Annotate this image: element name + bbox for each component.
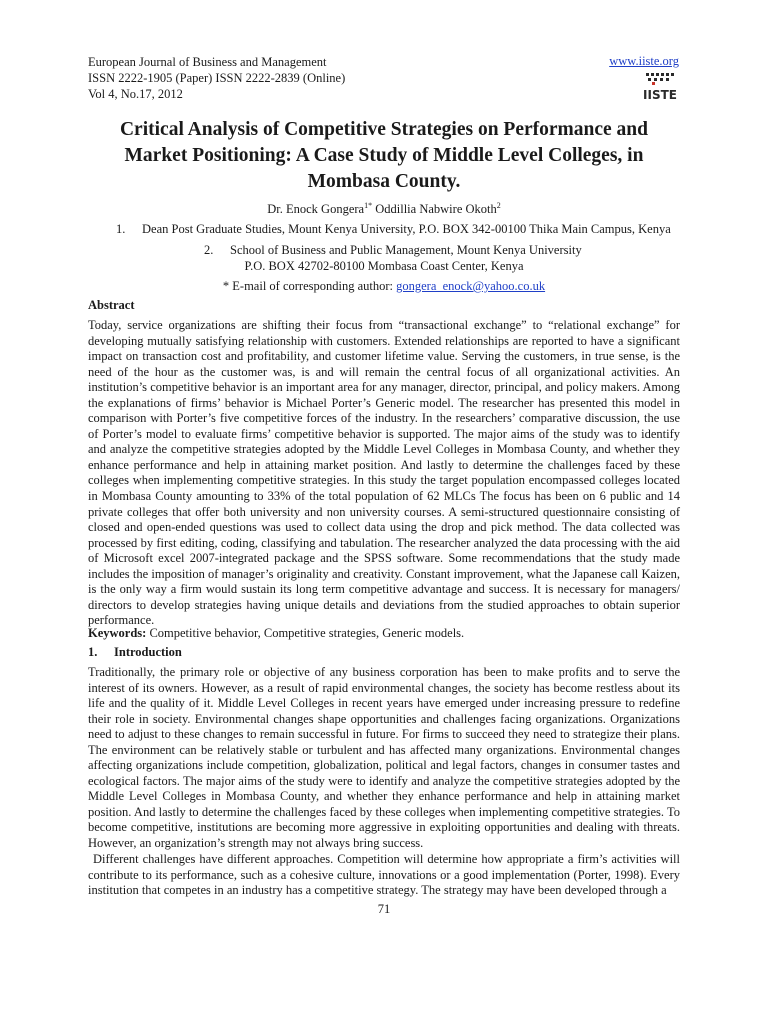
keywords-label: Keywords: bbox=[88, 626, 147, 640]
keywords-line bbox=[88, 626, 680, 642]
logo-text: IISTE bbox=[643, 88, 677, 101]
introduction-number: 1. bbox=[88, 645, 98, 659]
author-2: Oddillia Nabwire Okoth bbox=[375, 202, 497, 217]
affiliation-1-text: Dean Post Graduate Studies, Mount Kenya University, P.O. BOX 342-00100 Thika Main Campus, Kenya bbox=[142, 222, 671, 236]
journal-website-link[interactable]: www.iiste.org bbox=[609, 54, 679, 68]
paper-title: Critical Analysis of Competitive Strategies on Performance and Market Positioning: A Case Study of Middle Level Colleges, in Mombasa County. bbox=[119, 119, 649, 192]
abstract-text: Today, service organizations are shifting their focus from “transactional exchange” to “relational exchange” for developing mutually satisfying relationship with customers. Extended relationships are reported to have a significant impact on transaction cost and profitability, and customer lifetime value. Serving the customers, in true sense, is the need of the hour as the customer was, is and will remain the central focus of all organizational activities. An institution’s competitive behavior is an important area for any manager, director, principal, and policy makers. Among the explanations of firms’ behavior is Michael Porter’s Generic model. The researcher has presented this model in comparison with Porter’s five competitive forces of the industry. In the researchers’ comparative discussion, the use of Porter’s model to evaluate firms’ competitive behavior is supported. The major aims of the study was to identify and analyze the competitive strategies adopted by the Middle Level Colleges in Mombasa County, and whether they enhance performance and help in attaining market position. And lastly to determine the challenges faced by these colleges when implementing competitive strategies. In this study the target population encompassed colleges located in Mombasa County amounting to 33% of the total population of 62 MLCs The focus has been on 6 public and 14 private colleges that offer both university and non university courses. A semi-structured questionnaire consisting of closed and open-ended questions was used to collect data using the drop and pick method. The data collected was processed by first editing, coding, classifying and tabulation. The researcher analyzed the data processing with the aid of Microsoft excel 2007-integrated package and the SPSS software. Some recommendations that the study made includes the imposition of manager’s originality and creativity. Constant improvement, what the Japanese call Kaizen, is the only way a firm would sustain its long term competitive advantage and success. It is necessary for managers/ directors to develop strategies having unique details and deviations from the studied approaches to obtain superior performance. bbox=[88, 318, 680, 628]
email-line bbox=[88, 279, 680, 294]
author-line bbox=[88, 201, 680, 217]
affiliation-2 bbox=[204, 243, 582, 258]
issn-line: ISSN 2222-1905 (Paper) ISSN 2222-2839 (Online) bbox=[88, 71, 346, 85]
email-link[interactable]: gongera_enock@yahoo.co.uk bbox=[396, 279, 546, 293]
affiliation-2-address: P.O. BOX 42702-80100 Mombasa Coast Center, Kenya bbox=[244, 259, 524, 273]
affiliation-1-number: 1. bbox=[116, 222, 126, 236]
author-1-sup: 1* bbox=[364, 201, 373, 210]
journal-name: European Journal of Business and Management bbox=[88, 55, 327, 69]
introduction-paragraph-1: Traditionally, the primary role or objective of any business corporation has been to make profits and to serve the interest of its owners. However, as a result of rapid environmental changes, the society has become restless about its life and the quality of it. Middle Level Colleges in recent years have emerged under increasing pressure to redefine their role in society. Environmental changes shape opportunities and challenges facing organizations. Organizations need to adjust to these changes to remain successful in future. For firms to succeed they need to strategize their plans. The environment can be relatively stable or turbulent and has affected many organizations. Environmental changes affecting organizations include competition, globalization, political and legal factors, changes in consumer tastes and ecological factors. The major aims of the study were to identify and analyze the competitive strategies adopted by the Middle Level Colleges in Mombasa County, and whether they enhance performance and help in attaining market position. And lastly to determine the challenges faced by these colleges when implementing competitive strategies. To become competitive, institutions are becoming more aggressive in exploiting opportunities and dealing with threats. However, an organization’s strength may not always bring success. bbox=[88, 665, 680, 851]
iiste-logo bbox=[642, 71, 678, 101]
affiliation-2-number: 2. bbox=[204, 243, 214, 257]
page-number: 71 bbox=[377, 902, 391, 916]
affiliation-2-text: School of Business and Public Management, Mount Kenya University bbox=[230, 243, 582, 257]
keywords-text: Competitive behavior, Competitive strategies, Generic models. bbox=[146, 626, 465, 640]
journal-header bbox=[88, 54, 345, 102]
introduction-heading bbox=[88, 645, 182, 660]
affiliation-1 bbox=[116, 222, 671, 237]
introduction-title: Introduction bbox=[114, 645, 182, 659]
author-1: Dr. Enock Gongera bbox=[267, 202, 365, 217]
email-label: * E-mail of corresponding author: bbox=[222, 279, 397, 293]
volume-line: Vol 4, No.17, 2012 bbox=[88, 87, 183, 101]
author-2-sup: 2 bbox=[496, 201, 501, 210]
introduction-paragraph-2: Different challenges have different approaches. Competition will determine how appropriate a firm’s activities will contribute to its performance, such as a cohesive culture, innovations or a good implementation (Porter, 1998). Every institution that competes in an industry has a competitive strategy. The strategy may have been developed through a bbox=[88, 852, 680, 898]
abstract-heading: Abstract bbox=[88, 298, 135, 312]
